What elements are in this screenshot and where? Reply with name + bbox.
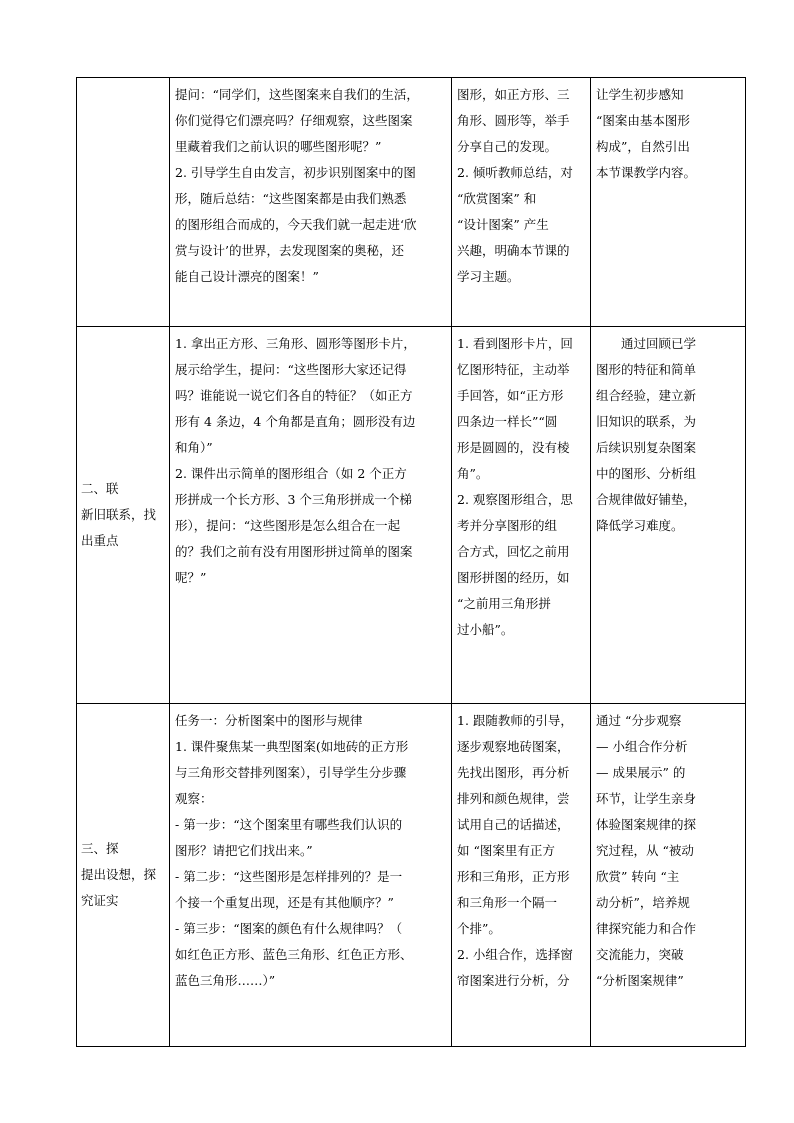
text-line: 欣赏” 转向 “主: [596, 869, 680, 884]
text-line: 观察：: [175, 791, 213, 806]
text-line: 能自己设计漂亮的图案！”: [175, 269, 319, 284]
text-line: 1. 课件聚焦某一典型图案(如地砖的正方形: [175, 739, 409, 754]
design-intent-cell: [591, 704, 746, 1047]
text-line: “欣赏图案” 和: [457, 191, 537, 206]
text-line: 通过回顾已学: [621, 336, 697, 351]
text-line: “之前用三角形拼: [457, 596, 551, 611]
text-line: 先找出图形，再分析: [457, 765, 570, 780]
text-line: 1. 拿出正方形、三角形、圆形等图形卡片，: [175, 336, 416, 351]
text-line: 任务一：分析图案中的图形与规律: [175, 713, 363, 728]
text-line: 角”。: [457, 466, 489, 481]
text-line: 合规律做好铺垫，: [596, 492, 697, 507]
text-line: 通过 “分步观察: [596, 713, 682, 728]
text-line: 考并分享图形的组: [457, 518, 558, 533]
text-line: 如红色正方形、蓝色三角形、红色正方形、: [175, 947, 413, 962]
text-line: 形和三角形，正方形: [457, 869, 570, 884]
text-line: 蓝色三角形……）”: [175, 973, 276, 988]
text-line: 中的图形、分析组: [596, 466, 697, 481]
text-line: 和角）”: [175, 440, 213, 455]
text-line: — 成果展示” 的: [596, 765, 686, 780]
text-line: 构成”，自然引出: [596, 139, 690, 154]
text-line: 环节，让学生亲身: [596, 791, 697, 806]
text-line: 的？我们之前有没有用图形拼过简单的图案: [175, 544, 413, 559]
text-line: 动分析”，培养规: [596, 895, 690, 910]
text-line: 提问：“同学们，这些图案来自我们的生活，: [175, 87, 419, 102]
text-line: 让学生初步感知: [596, 87, 684, 102]
text-line: 手回答，如“正方形: [457, 388, 564, 403]
text-line: “设计图案” 产生: [457, 217, 549, 232]
teacher-activity-cell: [170, 704, 452, 1047]
stage-heading: 究证实: [81, 893, 119, 908]
text-line: - 第一步：“这个图案里有哪些我们认识的: [175, 817, 403, 832]
text-line: 个排”。: [457, 921, 501, 936]
text-line: 赏与设计’的世界，去发现图案的奥秘，还: [175, 243, 404, 258]
text-line: 逐步观察地砖图案，: [457, 739, 570, 754]
text-line: 1. 跟随教师的引导，: [457, 713, 573, 728]
text-line: 呢？”: [175, 570, 207, 585]
text-line: 2. 课件出示简单的图形组合（如 2 个正方: [175, 466, 407, 481]
text-line: 本节课教学内容。: [596, 165, 697, 180]
stage-heading: 三、探: [81, 841, 119, 856]
text-line: 试用自己的话描述，: [457, 817, 570, 832]
text-line: 图形，如正方形、三: [457, 87, 570, 102]
stage-cell: [77, 704, 170, 1047]
teacher-activity-cell: [170, 327, 452, 704]
text-line: 角形、圆形等，举手: [457, 113, 570, 128]
text-line: 2. 小组合作，选择窗: [457, 947, 573, 962]
text-line: “图案由基本图形: [596, 113, 690, 128]
text-line: 吗？谁能说一说它们各自的特征？（如正方: [175, 388, 413, 403]
student-activity-cell: [452, 704, 591, 1047]
text-line: 图形的特征和简单: [596, 362, 697, 377]
stage-heading: 提出设想，探: [81, 867, 157, 882]
design-intent-cell: [591, 78, 746, 327]
text-line: 组合经验，建立新: [596, 388, 697, 403]
teacher-activity-cell: [170, 78, 452, 327]
text-line: 过小船”。: [457, 622, 514, 637]
text-line: 展示给学生，提问：“这些图形大家还记得: [175, 362, 407, 377]
text-line: 1. 看到图形卡片，回: [457, 336, 573, 351]
text-line: “分析图案规律”: [596, 973, 684, 988]
stage-heading: 二、联: [81, 481, 119, 496]
text-line: 里藏着我们之前认识的哪些图形呢？”: [175, 139, 382, 154]
text-line: — 小组合作分析: [596, 739, 688, 754]
stage-cell: [77, 78, 170, 327]
stage-heading: 新旧联系，找: [81, 507, 157, 522]
text-line: 交流能力，突破: [596, 947, 684, 962]
text-line: 的图形组合而成的，今天我们就一起走进‘欣: [175, 217, 417, 232]
table-row: [77, 78, 746, 327]
text-line: 体验图案规律的探: [596, 817, 697, 832]
text-line: 2. 引导学生自由发言，初步识别图案中的图: [175, 165, 416, 180]
text-line: 旧知识的联系，为: [596, 414, 697, 429]
text-line: 形是圆圆的，没有棱: [457, 440, 570, 455]
text-line: 2. 倾听教师总结，对: [457, 165, 573, 180]
text-line: 合方式，回忆之前用: [457, 544, 570, 559]
student-activity-cell: [452, 78, 591, 327]
text-line: 与三角形交替排列图案），引导学生分步骤: [175, 765, 407, 780]
text-line: - 第二步：“这些图形是怎样排列的？是一: [175, 869, 403, 884]
text-line: 究过程，从 “被动: [596, 843, 694, 858]
text-line: 2. 观察图形组合，思: [457, 492, 573, 507]
text-line: 帘图案进行分析，分: [457, 973, 570, 988]
text-line: 降低学习难度。: [596, 518, 684, 533]
text-line: 形拼成一个长方形、3 个三角形拼成一个梯: [175, 492, 412, 507]
text-line: 你们觉得它们漂亮吗？仔细观察，这些图案: [175, 113, 413, 128]
text-line: 图形？请把它们找出来。”: [175, 843, 313, 858]
text-line: 学习主题。: [457, 269, 520, 284]
text-line: 兴趣，明确本节课的: [457, 243, 570, 258]
text-line: 忆图形特征，主动举: [457, 362, 570, 377]
text-line: 和三角形一个隔一: [457, 895, 558, 910]
text-line: 个接一个重复出现，还是有其他顺序？”: [175, 895, 394, 910]
stage-heading: 出重点: [81, 533, 119, 548]
design-intent-cell: [591, 327, 746, 704]
text-line: 图形拼图的经历，如: [457, 570, 570, 585]
text-line: 后续识别复杂图案: [596, 440, 697, 455]
text-line: 排列和颜色规律，尝: [457, 791, 570, 806]
text-line: 形，随后总结：“这些图案都是由我们熟悉: [175, 191, 407, 206]
table-row: [77, 704, 746, 1047]
text-line: 四条边一样长”“圆: [457, 414, 558, 429]
table-row: [77, 327, 746, 704]
text-line: - 第三步：“图案的颜色有什么规律吗？（: [175, 921, 403, 936]
student-activity-cell: [452, 327, 591, 704]
text-line: 律探究能力和合作: [596, 921, 697, 936]
text-line: 形），提问：“这些图形是怎么组合在一起: [175, 518, 401, 533]
text-line: 如 “图案里有正方: [457, 843, 555, 858]
text-line: 形有 4 条边，4 个角都是直角；圆形没有边: [175, 414, 416, 429]
text-line: 分享自己的发现。: [457, 139, 558, 154]
lesson-plan-table: [76, 77, 746, 1047]
stage-cell: [77, 327, 170, 704]
